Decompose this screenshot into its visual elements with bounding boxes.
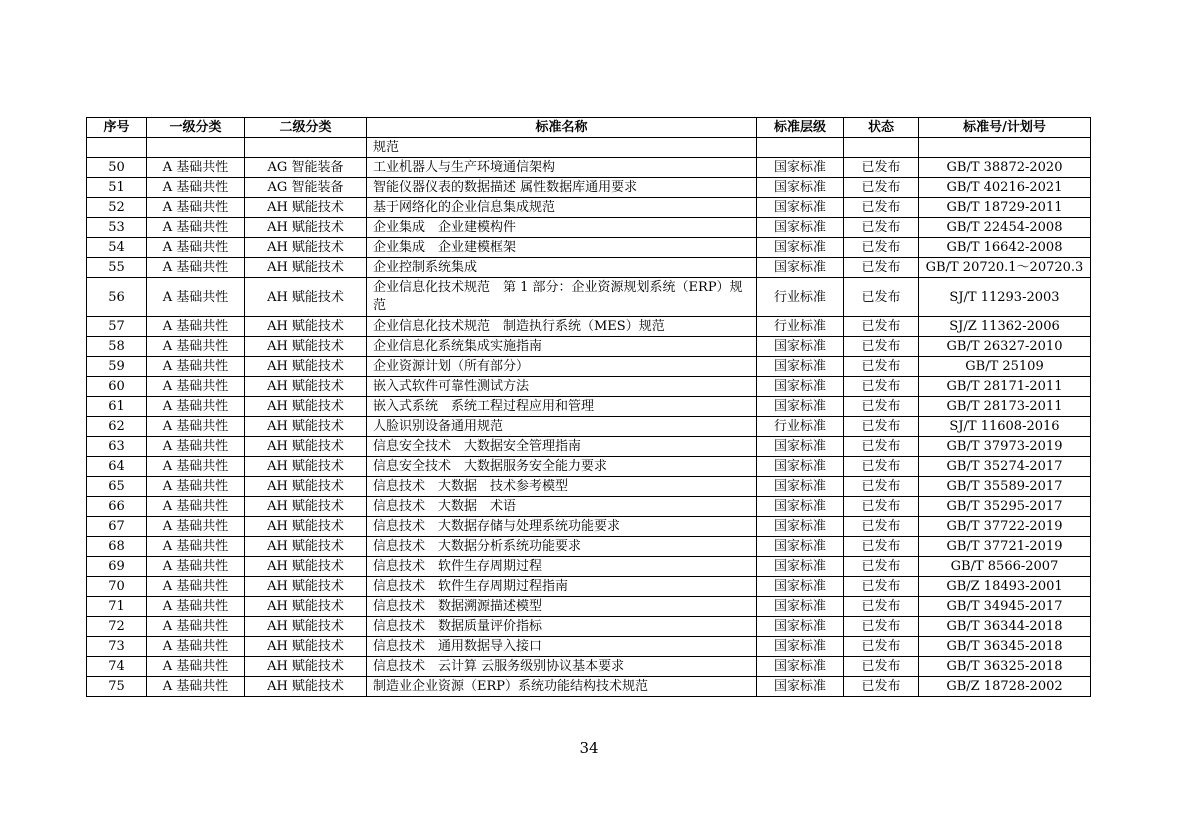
- cell-standard-code: GB/T 20720.1～20720.3: [919, 258, 1091, 278]
- cell-no: 75: [87, 677, 147, 697]
- cell-category-1: A 基础共性: [147, 637, 245, 657]
- cell-status: 已发布: [844, 517, 919, 537]
- cell-no: 54: [87, 238, 147, 258]
- cell-status: 已发布: [844, 218, 919, 238]
- cell-standard-name: 企业资源计划（所有部分）: [367, 357, 757, 377]
- cell-category-1: A 基础共性: [147, 577, 245, 597]
- cell-status: 已发布: [844, 178, 919, 198]
- table-row: [87, 397, 1091, 417]
- cell-standard-code: GB/T 36325-2018: [919, 657, 1091, 677]
- cell-status: 已发布: [844, 457, 919, 477]
- cell-category-1: A 基础共性: [147, 397, 245, 417]
- table-body: [87, 138, 1091, 697]
- cell-no: 62: [87, 417, 147, 437]
- cell-category-1: A 基础共性: [147, 617, 245, 637]
- cell-category-2: AH 赋能技术: [245, 357, 367, 377]
- cell-standard-level: 国家标准: [757, 437, 844, 457]
- cell-no: 66: [87, 497, 147, 517]
- cell-status: 已发布: [844, 397, 919, 417]
- cell-category-1: A 基础共性: [147, 557, 245, 577]
- cell-category-2: AH 赋能技术: [245, 258, 367, 278]
- cell-standard-name: 信息技术 数据质量评价指标: [367, 617, 757, 637]
- cell-category-2: AH 赋能技术: [245, 517, 367, 537]
- cell-status: 已发布: [844, 238, 919, 258]
- cell-category-2: AH 赋能技术: [245, 637, 367, 657]
- cell-status: 已发布: [844, 417, 919, 437]
- cell-category-1: A 基础共性: [147, 417, 245, 437]
- cell-category-2: AH 赋能技术: [245, 377, 367, 397]
- header-category-1: 一级分类: [147, 118, 245, 138]
- cell-standard-level: 国家标准: [757, 198, 844, 218]
- cell-no: 67: [87, 517, 147, 537]
- table-row: [87, 218, 1091, 238]
- cell-category-2: AG 智能装备: [245, 158, 367, 178]
- cell-no: 51: [87, 178, 147, 198]
- cell-no: 50: [87, 158, 147, 178]
- cell-standard-name: 企业集成 企业建模构件: [367, 218, 757, 238]
- cell-standard-level: 行业标准: [757, 317, 844, 337]
- cell-standard-level: 国家标准: [757, 218, 844, 238]
- cell-standard-name: 制造业企业资源（ERP）系统功能结构技术规范: [367, 677, 757, 697]
- cell-standard-level: 国家标准: [757, 657, 844, 677]
- cell-no: 71: [87, 597, 147, 617]
- table-row: [87, 278, 1091, 317]
- cell-standard-code: GB/T 36344-2018: [919, 617, 1091, 637]
- cell-category-1: A 基础共性: [147, 178, 245, 198]
- cell-standard-name: 企业集成 企业建模框架: [367, 238, 757, 258]
- cell-standard-name: 信息技术 大数据存储与处理系统功能要求: [367, 517, 757, 537]
- cell-status: 已发布: [844, 497, 919, 517]
- cell-no: 61: [87, 397, 147, 417]
- cell-category-2: AH 赋能技术: [245, 537, 367, 557]
- header-no: 序号: [87, 118, 147, 138]
- cell-empty: [844, 138, 919, 158]
- cell-status: 已发布: [844, 657, 919, 677]
- cell-no: 59: [87, 357, 147, 377]
- cell-category-1: A 基础共性: [147, 158, 245, 178]
- cell-status: 已发布: [844, 258, 919, 278]
- cell-status: 已发布: [844, 357, 919, 377]
- header-category-2: 二级分类: [245, 118, 367, 138]
- cell-category-2: AH 赋能技术: [245, 557, 367, 577]
- cell-standard-code: SJ/T 11293-2003: [919, 278, 1091, 317]
- cell-status: 已发布: [844, 557, 919, 577]
- cell-category-1: A 基础共性: [147, 657, 245, 677]
- continuation-text: 规范: [367, 138, 757, 158]
- cell-no: 74: [87, 657, 147, 677]
- cell-category-2: AH 赋能技术: [245, 477, 367, 497]
- table-row: [87, 517, 1091, 537]
- cell-category-1: A 基础共性: [147, 238, 245, 258]
- cell-category-2: AH 赋能技术: [245, 577, 367, 597]
- cell-category-1: A 基础共性: [147, 377, 245, 397]
- cell-category-1: A 基础共性: [147, 457, 245, 477]
- cell-standard-name: 智能仪器仪表的数据描述 属性数据库通用要求: [367, 178, 757, 198]
- cell-category-1: A 基础共性: [147, 517, 245, 537]
- cell-standard-name: 信息技术 大数据 技术参考模型: [367, 477, 757, 497]
- cell-category-1: A 基础共性: [147, 337, 245, 357]
- table-row: [87, 457, 1091, 477]
- cell-category-2: AH 赋能技术: [245, 198, 367, 218]
- cell-category-1: A 基础共性: [147, 537, 245, 557]
- cell-standard-code: GB/T 40216-2021: [919, 178, 1091, 198]
- cell-category-2: AH 赋能技术: [245, 677, 367, 697]
- cell-standard-level: 国家标准: [757, 677, 844, 697]
- cell-status: 已发布: [844, 278, 919, 317]
- cell-category-1: A 基础共性: [147, 497, 245, 517]
- cell-no: 52: [87, 198, 147, 218]
- cell-category-2: AH 赋能技术: [245, 337, 367, 357]
- cell-category-2: AH 赋能技术: [245, 617, 367, 637]
- table-row: [87, 577, 1091, 597]
- table-row: [87, 537, 1091, 557]
- cell-category-2: AG 智能装备: [245, 178, 367, 198]
- cell-no: 56: [87, 278, 147, 317]
- cell-category-1: A 基础共性: [147, 317, 245, 337]
- cell-standard-level: 国家标准: [757, 178, 844, 198]
- cell-standard-level: 国家标准: [757, 357, 844, 377]
- cell-status: 已发布: [844, 477, 919, 497]
- cell-empty: [757, 138, 844, 158]
- cell-standard-code: GB/T 8566-2007: [919, 557, 1091, 577]
- cell-standard-level: 国家标准: [757, 497, 844, 517]
- cell-category-2: AH 赋能技术: [245, 397, 367, 417]
- cell-standard-level: 国家标准: [757, 637, 844, 657]
- table-header-row: [87, 118, 1091, 138]
- cell-no: 58: [87, 337, 147, 357]
- table-row: [87, 597, 1091, 617]
- cell-empty: [245, 138, 367, 158]
- cell-empty: [147, 138, 245, 158]
- cell-standard-level: 国家标准: [757, 337, 844, 357]
- cell-standard-code: GB/Z 18493-2001: [919, 577, 1091, 597]
- cell-standard-level: 国家标准: [757, 557, 844, 577]
- cell-category-1: A 基础共性: [147, 218, 245, 238]
- cell-standard-name: 基于网络化的企业信息集成规范: [367, 198, 757, 218]
- cell-standard-level: 国家标准: [757, 258, 844, 278]
- cell-standard-level: 国家标准: [757, 238, 844, 258]
- cell-empty: [919, 138, 1091, 158]
- cell-standard-name: 信息技术 软件生存周期过程指南: [367, 577, 757, 597]
- cell-category-2: AH 赋能技术: [245, 457, 367, 477]
- cell-no: 68: [87, 537, 147, 557]
- cell-standard-code: GB/T 28171-2011: [919, 377, 1091, 397]
- cell-no: 60: [87, 377, 147, 397]
- cell-standard-name: 企业控制系统集成: [367, 258, 757, 278]
- cell-standard-name: 人脸识别设备通用规范: [367, 417, 757, 437]
- cell-standard-code: GB/T 35589-2017: [919, 477, 1091, 497]
- cell-status: 已发布: [844, 337, 919, 357]
- cell-category-2: AH 赋能技术: [245, 437, 367, 457]
- cell-standard-code: GB/T 36345-2018: [919, 637, 1091, 657]
- cell-no: 63: [87, 437, 147, 457]
- cell-standard-code: GB/Z 18728-2002: [919, 677, 1091, 697]
- cell-category-1: A 基础共性: [147, 597, 245, 617]
- cell-category-1: A 基础共性: [147, 437, 245, 457]
- cell-standard-code: GB/T 25109: [919, 357, 1091, 377]
- table-row: [87, 437, 1091, 457]
- table-row: [87, 317, 1091, 337]
- cell-category-2: AH 赋能技术: [245, 238, 367, 258]
- cell-status: 已发布: [844, 577, 919, 597]
- cell-category-1: A 基础共性: [147, 198, 245, 218]
- cell-status: 已发布: [844, 198, 919, 218]
- cell-standard-name: 信息技术 云计算 云服务级别协议基本要求: [367, 657, 757, 677]
- cell-standard-name: 企业信息化系统集成实施指南: [367, 337, 757, 357]
- cell-standard-code: SJ/Z 11362-2006: [919, 317, 1091, 337]
- cell-no: 72: [87, 617, 147, 637]
- cell-standard-code: SJ/T 11608-2016: [919, 417, 1091, 437]
- table-row: [87, 557, 1091, 577]
- cell-standard-code: GB/T 22454-2008: [919, 218, 1091, 238]
- cell-status: 已发布: [844, 158, 919, 178]
- table-row: [87, 357, 1091, 377]
- cell-standard-code: GB/T 34945-2017: [919, 597, 1091, 617]
- table-row: [87, 337, 1091, 357]
- cell-status: 已发布: [844, 597, 919, 617]
- cell-status: 已发布: [844, 537, 919, 557]
- cell-standard-name: 信息技术 软件生存周期过程: [367, 557, 757, 577]
- cell-standard-name: 信息安全技术 大数据安全管理指南: [367, 437, 757, 457]
- cell-category-2: AH 赋能技术: [245, 218, 367, 238]
- table-row: [87, 677, 1091, 697]
- cell-status: 已发布: [844, 637, 919, 657]
- cell-category-2: AH 赋能技术: [245, 317, 367, 337]
- cell-standard-code: GB/T 37722-2019: [919, 517, 1091, 537]
- table-row: [87, 617, 1091, 637]
- standards-table: [86, 117, 1091, 697]
- cell-category-2: AH 赋能技术: [245, 597, 367, 617]
- cell-category-2: AH 赋能技术: [245, 657, 367, 677]
- cell-no: 65: [87, 477, 147, 497]
- cell-standard-level: 国家标准: [757, 517, 844, 537]
- cell-standard-code: GB/T 38872-2020: [919, 158, 1091, 178]
- cell-standard-level: 国家标准: [757, 537, 844, 557]
- cell-no: 57: [87, 317, 147, 337]
- cell-standard-code: GB/T 26327-2010: [919, 337, 1091, 357]
- header-standard-name: 标准名称: [367, 118, 757, 138]
- cell-standard-level: 国家标准: [757, 477, 844, 497]
- cell-standard-name: 信息技术 大数据分析系统功能要求: [367, 537, 757, 557]
- cell-standard-level: 国家标准: [757, 158, 844, 178]
- cell-category-2: AH 赋能技术: [245, 278, 367, 317]
- table-row: [87, 377, 1091, 397]
- cell-standard-name: 信息技术 数据溯源描述模型: [367, 597, 757, 617]
- cell-standard-level: 国家标准: [757, 377, 844, 397]
- header-standard-level: 标准层级: [757, 118, 844, 138]
- cell-standard-level: 国家标准: [757, 397, 844, 417]
- cell-standard-name: 企业信息化技术规范 制造执行系统（MES）规范: [367, 317, 757, 337]
- cell-standard-code: GB/T 16642-2008: [919, 238, 1091, 258]
- cell-category-1: A 基础共性: [147, 258, 245, 278]
- cell-standard-level: 行业标准: [757, 278, 844, 317]
- cell-empty: [87, 138, 147, 158]
- cell-category-1: A 基础共性: [147, 677, 245, 697]
- cell-status: 已发布: [844, 437, 919, 457]
- cell-standard-code: GB/T 35274-2017: [919, 457, 1091, 477]
- cell-standard-name: 信息技术 大数据 术语: [367, 497, 757, 517]
- cell-standard-level: 国家标准: [757, 457, 844, 477]
- cell-no: 73: [87, 637, 147, 657]
- cell-standard-name: 嵌入式系统 系统工程过程应用和管理: [367, 397, 757, 417]
- cell-category-1: A 基础共性: [147, 357, 245, 377]
- cell-standard-code: GB/T 28173-2011: [919, 397, 1091, 417]
- table-row: [87, 158, 1091, 178]
- continuation-row: [87, 138, 1091, 158]
- table-row: [87, 238, 1091, 258]
- cell-standard-name: 工业机器人与生产环境通信架构: [367, 158, 757, 178]
- cell-standard-level: 国家标准: [757, 617, 844, 637]
- table-row: [87, 417, 1091, 437]
- cell-category-1: A 基础共性: [147, 278, 245, 317]
- table-row: [87, 477, 1091, 497]
- cell-status: 已发布: [844, 377, 919, 397]
- cell-status: 已发布: [844, 677, 919, 697]
- cell-standard-name: 企业信息化技术规范 第 1 部分：企业资源规划系统（ERP）规范: [367, 278, 757, 317]
- cell-standard-level: 国家标准: [757, 597, 844, 617]
- cell-no: 53: [87, 218, 147, 238]
- cell-standard-code: GB/T 18729-2011: [919, 198, 1091, 218]
- cell-standard-code: GB/T 37973-2019: [919, 437, 1091, 457]
- header-status: 状态: [844, 118, 919, 138]
- cell-category-2: AH 赋能技术: [245, 497, 367, 517]
- cell-no: 64: [87, 457, 147, 477]
- cell-standard-code: GB/T 37721-2019: [919, 537, 1091, 557]
- table-row: [87, 637, 1091, 657]
- table-row: [87, 657, 1091, 677]
- table-row: [87, 198, 1091, 218]
- cell-status: 已发布: [844, 317, 919, 337]
- cell-standard-level: 国家标准: [757, 577, 844, 597]
- cell-standard-level: 行业标准: [757, 417, 844, 437]
- header-standard-code: 标准号/计划号: [919, 118, 1091, 138]
- cell-category-2: AH 赋能技术: [245, 417, 367, 437]
- cell-status: 已发布: [844, 617, 919, 637]
- table-row: [87, 178, 1091, 198]
- cell-no: 69: [87, 557, 147, 577]
- table-row: [87, 497, 1091, 517]
- cell-standard-code: GB/T 35295-2017: [919, 497, 1091, 517]
- cell-category-1: A 基础共性: [147, 477, 245, 497]
- cell-no: 70: [87, 577, 147, 597]
- cell-standard-name: 信息安全技术 大数据服务安全能力要求: [367, 457, 757, 477]
- cell-standard-name: 信息技术 通用数据导入接口: [367, 637, 757, 657]
- table-row: [87, 258, 1091, 278]
- page-number: 34: [579, 739, 599, 757]
- cell-no: 55: [87, 258, 147, 278]
- cell-standard-name: 嵌入式软件可靠性测试方法: [367, 377, 757, 397]
